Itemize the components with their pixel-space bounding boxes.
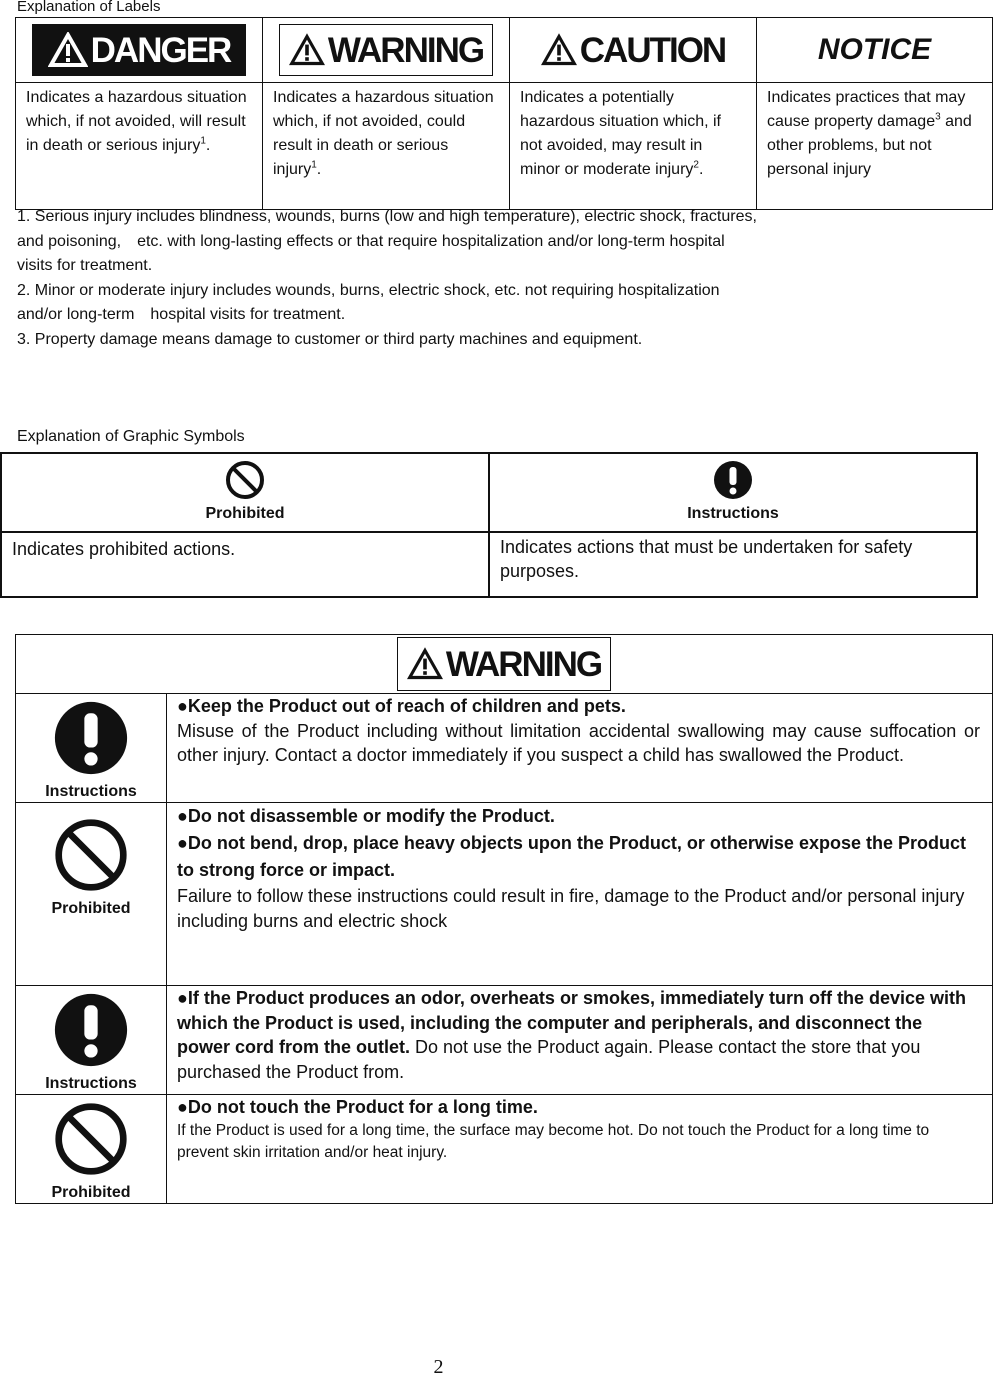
instructions-label: Instructions: [687, 505, 779, 522]
row-icon-cell: [16, 803, 167, 986]
notice-badge: NOTICE: [817, 33, 932, 66]
row-heading: ●Do not disassemble or modify the Product.: [177, 806, 555, 826]
note-line: 2. Minor or moderate injury includes wounds, burns, electric shock, etc. not requiring hospitalization: [17, 281, 720, 299]
labels-caption: Explanation of Labels: [17, 0, 161, 15]
symbols-caption: Explanation of Graphic Symbols: [17, 428, 245, 445]
warning-triangle-icon: [407, 647, 443, 681]
labels-table: [15, 17, 993, 210]
warning-badge: WARNING: [279, 24, 493, 76]
exclamation-circle-icon: [53, 992, 129, 1068]
warning-row: [16, 1095, 993, 1204]
row-icon-cell: [16, 1095, 167, 1204]
caution-cell: [510, 18, 757, 83]
notice-description: Indicates practices that may cause property damage$^3$ and other problems, but not personal injury: [757, 83, 993, 210]
warning-description: Indicates a hazardous situation which, if not avoided, could result in death or serious injury$^1$.: [263, 83, 510, 210]
prohibited-symbol-cell: [1, 453, 489, 532]
prohibited-label: Prohibited: [205, 505, 285, 522]
prohibited-label: Prohibited: [51, 900, 131, 917]
warning-triangle-icon: [289, 33, 325, 67]
warning-row: [16, 986, 993, 1095]
instructions-description: Indicates actions that must be undertaken for safety purposes.: [489, 532, 977, 597]
row-heading: ●Do not touch the Product for a long time.: [177, 1097, 538, 1117]
instructions-symbol-cell: [489, 453, 977, 532]
note-line: and/or long-term hospital visits for treatment.: [17, 306, 346, 323]
instructions-label: Instructions: [45, 1075, 137, 1092]
footnotes: [17, 205, 917, 352]
warning-triangle-icon: [541, 33, 577, 67]
caution-description: Indicates a potentially hazardous situation which, if not avoided, may result in minor or moderate injury$^2$.: [510, 83, 757, 210]
row-heading: ●If the Product produces an odor, overheats or smokes, immediately turn off the device with which the Product is used, including the computer and peripherals, and disconnect the power cord from the outlet.: [177, 988, 967, 1057]
instructions-label: Instructions: [45, 783, 137, 800]
row-body: Failure to follow these instructions could result in fire, damage to the Product and/or personal injury including burns and electric shock: [177, 886, 965, 931]
warning-badge: WARNING: [397, 637, 611, 691]
note-line: and poisoning, etc. with long-lasting effects or that require hospitalization and/or long-term hospital: [17, 232, 725, 250]
prohibited-icon: [225, 460, 265, 500]
row-icon-cell: [16, 986, 167, 1095]
warning-table: [15, 634, 993, 1204]
row-text-cell: [167, 1095, 993, 1204]
danger-badge: DANGER: [32, 24, 246, 76]
row-body: If the Product is used for a long time, the surface may become hot. Do not touch the Product for a long time to prevent skin irritation and/or heat injury.: [177, 1121, 930, 1161]
note-line: 1. Serious injury includes blindness, wounds, burns (low and high temperature), electric shock, fractures,: [17, 208, 757, 225]
exclamation-circle-icon: [53, 700, 129, 776]
row-heading: ●Keep the Product out of reach of children and pets.: [177, 696, 626, 716]
prohibited-label: Prohibited: [51, 1184, 131, 1201]
row-body: Do not use the Product again. Please contact the store that you purchased the Product from.: [177, 1037, 921, 1082]
note-line: 3. Property damage means damage to customer or third party machines and equipment.: [17, 330, 643, 348]
prohibited-description: Indicates prohibited actions.: [1, 532, 489, 597]
danger-cell: [16, 18, 263, 83]
page-number: 2: [433, 1356, 444, 1378]
caution-badge: CAUTION: [526, 24, 740, 76]
warning-row: [16, 694, 993, 803]
prohibited-icon: [53, 817, 129, 893]
warning-cell: [263, 18, 510, 83]
row-text-cell: [167, 986, 993, 1095]
symbols-table: [0, 452, 978, 598]
row-heading: ●Do not bend, drop, place heavy objects upon the Product, or otherwise expose the Product to strong force or impact.: [177, 833, 966, 880]
row-text-cell: [167, 694, 993, 803]
note-line: visits for treatment.: [17, 257, 153, 274]
warning-row: [16, 803, 993, 986]
prohibited-icon: [53, 1101, 129, 1177]
warning-triangle-icon: [48, 32, 88, 68]
exclamation-circle-icon: [713, 460, 753, 500]
danger-description: Indicates a hazardous situation which, if not avoided, will result in death or serious injury$^1$.: [16, 83, 263, 210]
row-text-cell: [167, 803, 993, 986]
row-body: Misuse of the Product including without limitation accidental swallowing may cause suffocation or other injury. Contact a doctor immediately if you suspect a child has swallowed the Product.: [177, 720, 980, 765]
warning-header-cell: [16, 635, 993, 694]
row-icon-cell: [16, 694, 167, 803]
notice-cell: [757, 18, 993, 83]
